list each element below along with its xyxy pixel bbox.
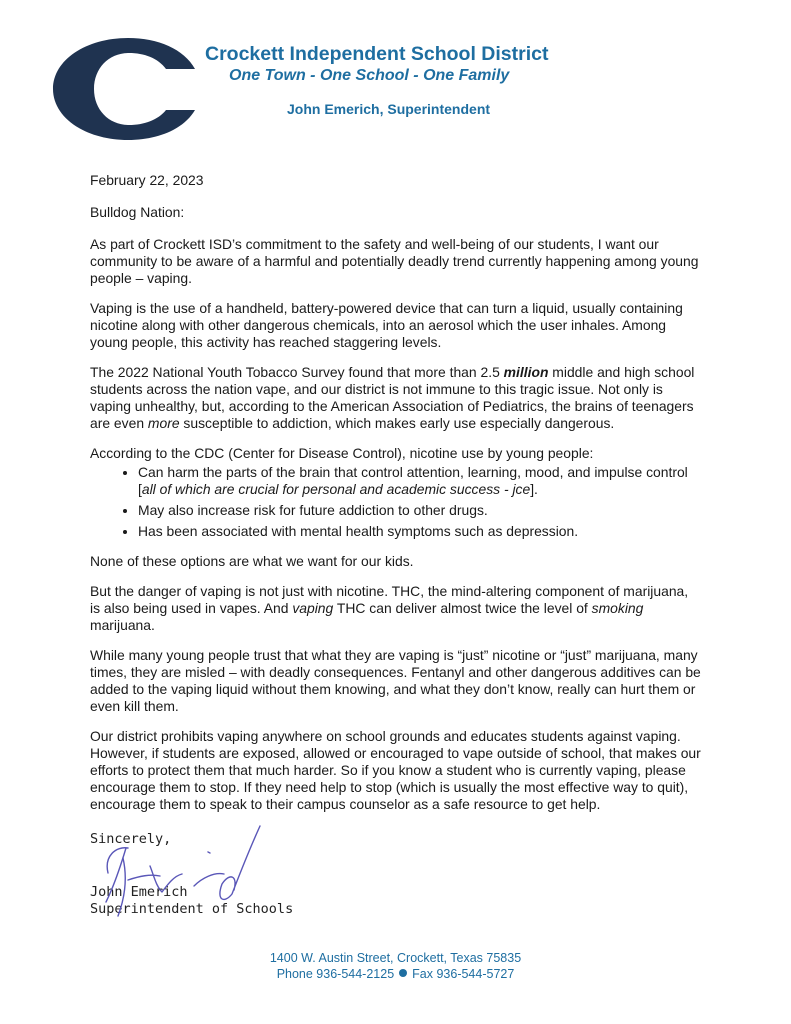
footer-fax: Fax 936-544-5727 — [412, 967, 515, 981]
list-item: • May also increase risk for future addiction to other drugs. — [138, 502, 702, 519]
signer-name: John Emerich — [90, 884, 188, 900]
text-run: ]. — [530, 481, 538, 497]
handwritten-signature-icon — [98, 818, 268, 918]
footer-address: 1400 W. Austin Street, Crockett, Texas 75835 — [269, 951, 522, 965]
list-item: • Has been associated with mental health symptoms such as depression. — [138, 523, 702, 540]
letter-date: February 22, 2023 — [90, 172, 204, 188]
emphasis-smoking: smoking — [591, 600, 644, 616]
text-run: THC can deliver almost twice the level of — [333, 600, 592, 616]
text-run: susceptible to addiction, which makes early use especially dangerous. — [179, 415, 615, 431]
list-item — [138, 464, 702, 498]
district-name: Crockett Independent School District — [205, 43, 549, 65]
salutation: Bulldog Nation: — [90, 204, 185, 220]
paragraph-cdc-intro: According to the CDC (Center for Disease Control), nicotine use by young people: — [90, 445, 594, 461]
superintendent-line: John Emerich, Superintendent — [287, 101, 491, 117]
paragraph-survey — [90, 364, 702, 432]
text-run: middle and high school students across the nation vape, and our district is not immune to this tragic issue. Not only is vaping unhealthy, but, according to the American Association of Pediatrics, the brains of teenagers are even — [90, 364, 695, 431]
paragraph-kids: None of these options are what we want for our kids. — [90, 553, 414, 569]
cdc-bullet-list — [90, 464, 702, 540]
paragraph-fentanyl: While many young people trust that what they are vaping is “just” nicotine or “just” marijuana, many times, they are misled – with deadly consequences. Fentanyl and other dangerous additives can be added to the vaping liquid without them knowing, and what they don’t know, really can hurt them or even kill them. — [90, 647, 701, 714]
emphasis-note: all of which are crucial for personal and academic success - jce — [141, 481, 531, 497]
text-run: But the danger of vaping is not just with nicotine. THC, the mind-altering component of marijuana, is also being used in vapes. And — [90, 583, 689, 616]
footer-phone: Phone 936-544-2125 — [276, 967, 395, 981]
paragraph-thc — [90, 583, 702, 634]
text-run: marijuana. — [90, 617, 155, 633]
text-run: Can harm the parts of the brain that control attention, learning, mood, and impulse control [ — [138, 464, 688, 497]
letter-footer — [0, 950, 791, 982]
letter-body — [90, 172, 702, 826]
emphasis-more: more — [147, 415, 180, 431]
paragraph-district-policy: Our district prohibits vaping anywhere on school grounds and educates students against vaping. However, if students are exposed, allowed or encouraged to vape outside of school, that makes our efforts to protect them that much harder. So if you know a student who is currently vaping, please encourage them to stop. If they need help to stop (which is usually the most effective way to quit), encourage them to speak to their campus counselor as a safe resource to get help. — [90, 728, 701, 812]
footer-contact — [0, 966, 791, 982]
paragraph-intro: As part of Crockett ISD’s commitment to the safety and well-being of our students, I want our community to be aware of a harmful and potentially deadly trend currently happening among young people – vaping. — [90, 236, 699, 286]
bullet-dot-icon — [399, 969, 407, 977]
emphasis-million: million — [503, 364, 549, 380]
paragraph-vaping-definition: Vaping is the use of a handheld, battery-powered device that can turn a liquid, usually containing nicotine along with other dangerous chemicals, into an aerosol which the user inhales. Among young people, this activity has reached staggering levels. — [90, 300, 683, 350]
emphasis-vaping: vaping — [292, 600, 334, 616]
text-run: The 2022 National Youth Tobacco Survey found that more than 2.5 — [90, 364, 504, 380]
sign-off: Sincerely, — [90, 831, 172, 847]
district-motto: One Town - One School - One Family — [229, 67, 510, 84]
signer-title: Superintendent of Schools — [90, 901, 294, 917]
district-c-logo-icon — [52, 36, 202, 141]
